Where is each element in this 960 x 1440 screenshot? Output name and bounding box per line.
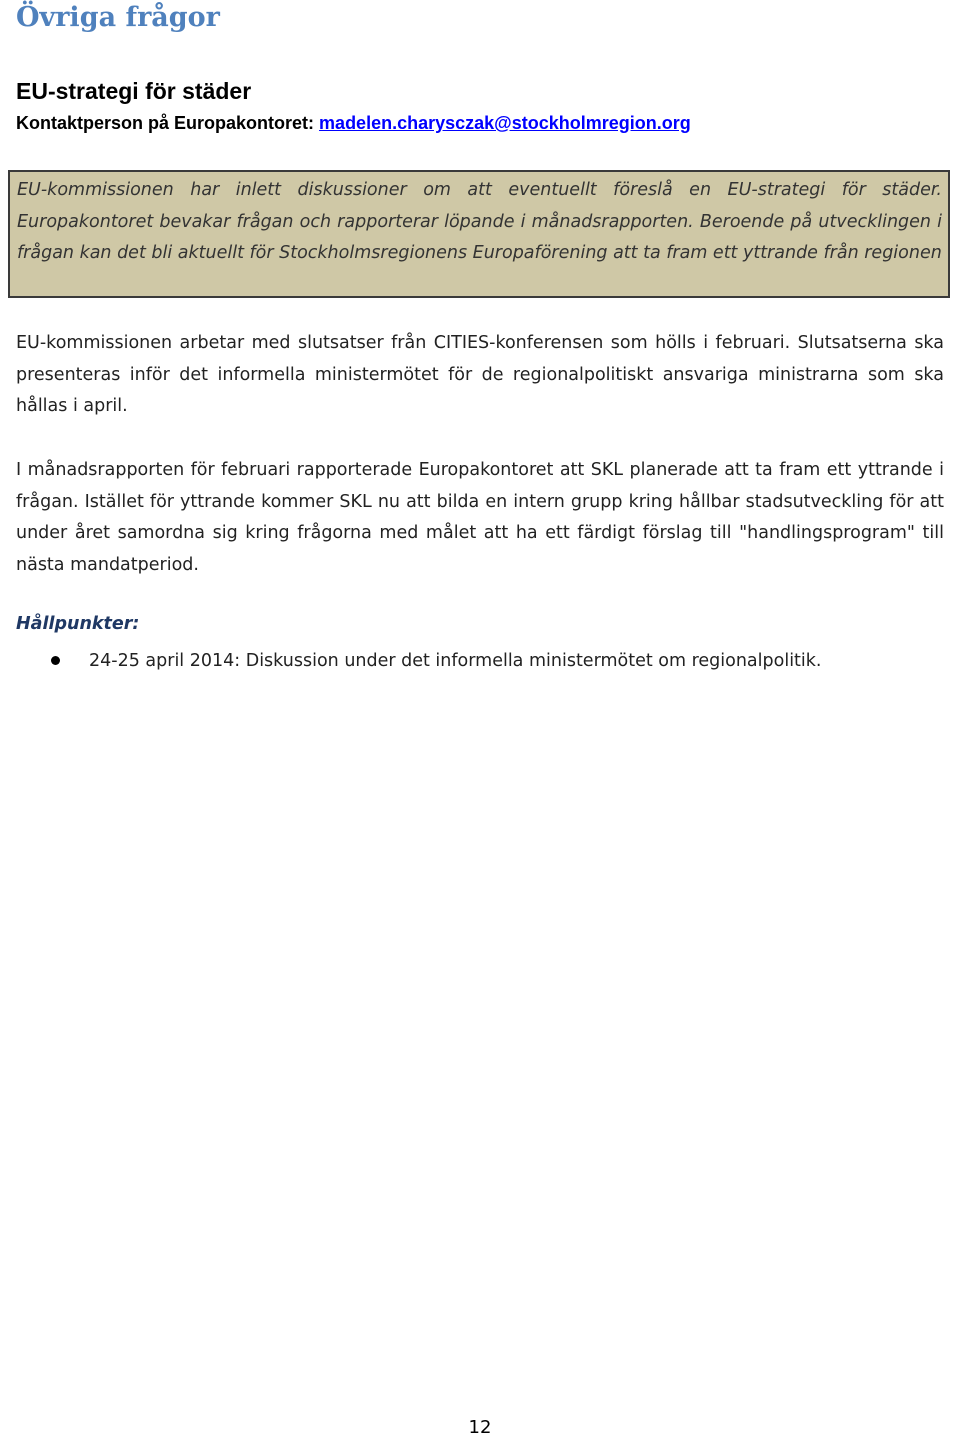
paragraph-cities-conclusions: EU-kommissionen arbetar med slutsatser från CITIES-konferensen som hölls i februari. Slutsatserna ska presenteras inför det informella ministermötet för de regionalpolitiskt ansvariga ministrarna som ska hållas i april. [16,333,944,416]
summary-box [8,170,950,298]
contact-email-link[interactable]: madelen.charysczak@stockholmregion.org [319,113,691,133]
milestones-list [0,646,960,676]
contact-label: Kontaktperson på Europakontoret: [16,113,315,133]
page-number: 12 [468,1417,492,1438]
section-title: Övriga frågor [16,2,220,33]
bullet-icon [51,656,60,665]
topic-title: EU-strategi för städer [16,78,252,104]
milestones-label: Hållpunkter: [16,614,140,634]
summary-text: EU-kommissionen har inlett diskussioner om att eventuellt föreslå en EU-strategi för städer. Europakontoret bevakar frågan och rapporterar löpande i månadsrapporten. Beroende på utvecklingen i frågan kan det bli aktuellt för Stockholmsregionens Europaförening att ta fram ett yttrande från regionen [17,180,942,263]
paragraph-skl-update: I månadsrapporten för februari rapporterade Europakontoret att SKL planerade att ta fram ett yttrande i frågan. Istället för yttrande kommer SKL nu att bilda en intern grupp kring hållbar stadsutveckling för att under året samordna sig kring frågorna med målet att ha ett färdigt förslag till "handlingsprogram" till nästa mandatperiod. [16,460,944,575]
milestone-text: 24-25 april 2014: Diskussion under det informella ministermötet om regionalpolitik. [89,651,822,671]
contact-line [16,113,691,134]
list-item [0,646,960,676]
